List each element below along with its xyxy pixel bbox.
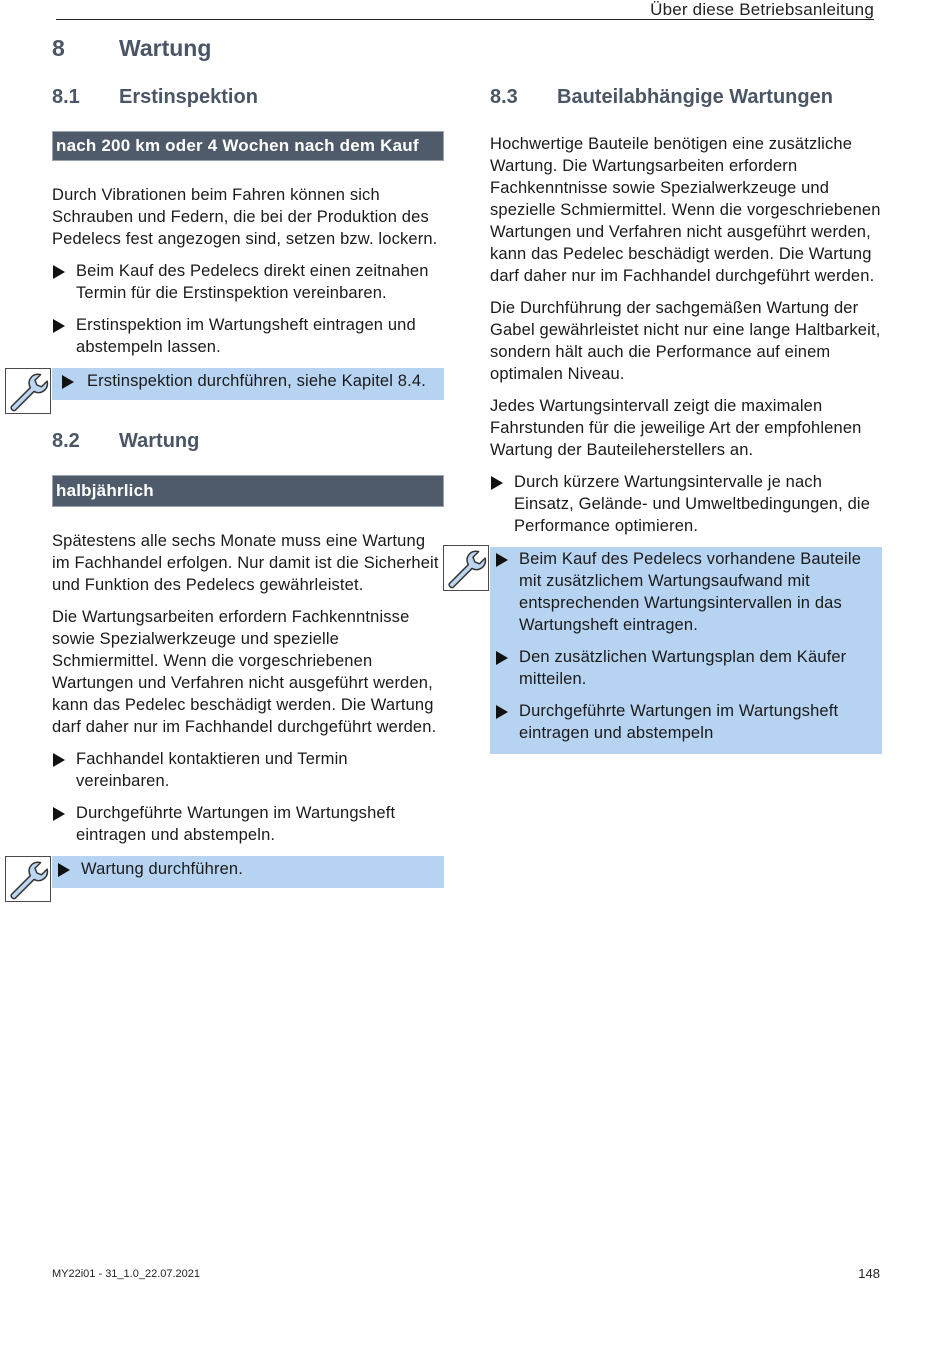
list-item: Erstinspektion durchführen, siehe Kapitel 8.4. (57, 370, 440, 392)
list-item: Durch kürzere Wartungsintervalle je nach Einsatz, Gelände- und Umweltbedingungen, die Performance optimieren. (490, 471, 882, 537)
left-column (52, 30, 444, 910)
right-column (490, 80, 882, 776)
footer-doc-id: MY22i01 - 31_1.0_22.07.2021 (52, 1268, 201, 1280)
technician-box (52, 368, 444, 400)
step-list (52, 260, 444, 358)
wrench-icon (5, 856, 51, 902)
section-number: 8.3 (490, 86, 518, 108)
section-8-3-heading (490, 80, 882, 114)
triangle-bullet-icon (496, 651, 508, 665)
paragraph: Durch Vibrationen beim Fahren können sich Schrauben und Federn, die bei der Produktion des Pedelecs fest angezogen sind, setzen bzw. lockern. (52, 186, 438, 248)
list-item: Fachhandel kontaktieren und Termin vereinbaren. (52, 748, 444, 792)
triangle-bullet-icon (496, 553, 508, 567)
section-number: 8.1 (52, 86, 80, 108)
list-item: Wartung durchführen. (57, 858, 440, 880)
triangle-bullet-icon (53, 807, 65, 821)
section-number: 8.2 (52, 430, 80, 452)
triangle-bullet-icon (53, 319, 65, 333)
list-item: Den zusätzlichen Wartungsplan dem Käufer mitteilen. (495, 646, 878, 690)
paragraph: Die Wartungsarbeiten erfordern Fachkenntnisse sowie Spezialwerkzeuge und spezielle Schmiermittel. Wenn die vorgeschriebenen Wartungen und Verfahren nicht ausgeführt werden, kann das Pedelec beschädigt werden. Die Wartung darf daher nur im Fachhandel durchgeführt werden. (52, 608, 437, 736)
triangle-bullet-icon (496, 705, 508, 719)
header-rule (56, 19, 874, 20)
list-item: Erstinspektion im Wartungsheft eintragen und abstempeln lassen. (52, 314, 444, 358)
triangle-bullet-icon (53, 753, 65, 767)
section-title: Bauteilabhängige Wartungen (557, 86, 833, 108)
triangle-bullet-icon (53, 265, 65, 279)
section-8-2-heading (52, 424, 444, 458)
triangle-bullet-icon (491, 476, 503, 490)
technician-box (52, 856, 444, 888)
paragraph: Die Durchführung der sachgemäßen Wartung der Gabel gewährleistet nicht nur eine lange Haltbarkeit, sondern hält auch die Performance auf einem optimalen Niveau. (490, 299, 881, 383)
section-title: Wartung (119, 430, 200, 452)
chapter-number: 8 (52, 35, 65, 61)
paragraph: Spätestens alle sechs Monate muss eine Wartung im Fachhandel erfolgen. Nur damit ist die Sicherheit und Funktion des Pedelecs gewährleistet. (52, 532, 439, 594)
step-list (52, 748, 444, 846)
step-list (490, 471, 882, 537)
list-item: Durchgeführte Wartungen im Wartungsheft eintragen und abstempeln. (52, 802, 444, 846)
paragraph: Hochwertige Bauteile benötigen eine zusätzliche Wartung. Die Wartungsarbeiten erfordern Fachkenntnisse sowie Spezialwerkzeuge und spezielle Schmiermittel. Wenn die vorgeschriebenen Wartungen und Verfahren nicht ausgeführt werden, kann das Pedelec beschädigt werden. Die Wartung darf daher nur im Fachhandel durchgeführt werden. (490, 135, 881, 285)
list-item: Beim Kauf des Pedelecs direkt einen zeitnahen Termin für die Erstinspektion vereinbaren. (52, 260, 444, 304)
triangle-bullet-icon (62, 375, 74, 389)
wrench-icon (5, 368, 51, 414)
triangle-bullet-icon (58, 863, 70, 877)
page-number: 148 (858, 1266, 880, 1281)
interval-bar: nach 200 km oder 4 Wochen nach dem Kauf (52, 131, 444, 161)
chapter-title: Wartung (119, 35, 212, 61)
list-item: Durchgeführte Wartungen im Wartungsheft eintragen und abstempeln (495, 700, 878, 744)
list-item: Beim Kauf des Pedelecs vorhandene Bauteile mit zusätzlichem Wartungsaufwand mit entsprechenden Wartungsintervallen in das Wartungsheft eintragen. (495, 548, 878, 636)
chapter-heading (52, 30, 444, 66)
section-title: Erstinspektion (119, 86, 258, 108)
running-header: Über diese Betriebsanleitung (650, 0, 874, 19)
paragraph: Jedes Wartungsintervall zeigt die maximalen Fahrstunden für die jeweilige Art der empfohlenen Wartung der Bauteileherstellers an. (490, 397, 862, 459)
section-8-1-heading (52, 80, 444, 114)
technician-box (490, 547, 882, 754)
wrench-icon (443, 545, 489, 591)
interval-bar: halbjährlich (52, 475, 444, 507)
